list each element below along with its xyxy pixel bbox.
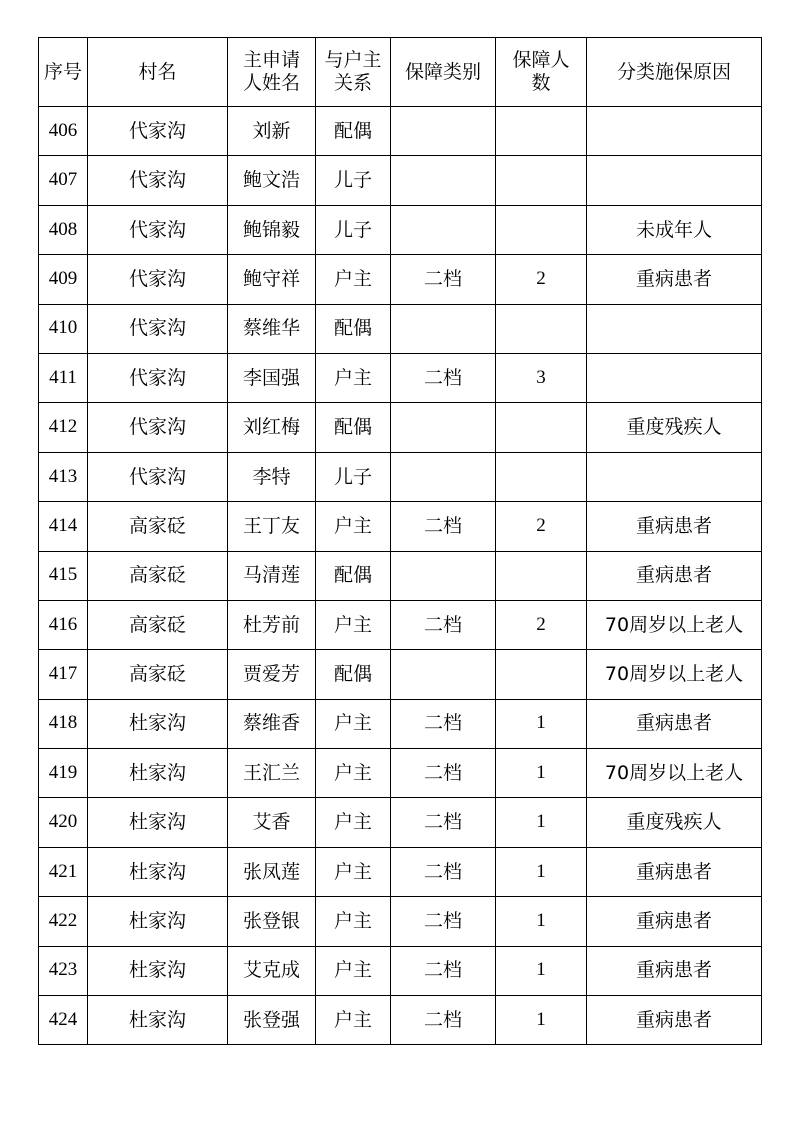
cell-reason: 重病患者 <box>587 996 762 1045</box>
cell-reason: 重病患者 <box>587 897 762 946</box>
cell-village: 代家沟 <box>88 255 228 304</box>
cell-name: 鲍守祥 <box>228 255 316 304</box>
table-row <box>39 699 762 748</box>
header-applicant <box>228 38 316 107</box>
cell-village: 代家沟 <box>88 452 228 501</box>
cell-count: 2 <box>496 600 587 649</box>
table-row <box>39 847 762 896</box>
cell-count: 1 <box>496 897 587 946</box>
cell-category: 二档 <box>391 946 496 995</box>
cell-seq: 410 <box>39 304 88 353</box>
cell-category <box>391 650 496 699</box>
cell-relation: 户主 <box>316 699 391 748</box>
cell-seq: 416 <box>39 600 88 649</box>
cell-seq: 423 <box>39 946 88 995</box>
header-category: 保障类别 <box>391 38 496 107</box>
cell-category: 二档 <box>391 353 496 402</box>
cell-name: 鲍文浩 <box>228 156 316 205</box>
assistance-roster-table <box>38 37 762 1045</box>
cell-count: 1 <box>496 847 587 896</box>
header-count-line1: 保障人 <box>512 49 570 72</box>
cell-village: 杜家沟 <box>88 798 228 847</box>
cell-reason: 重病患者 <box>587 847 762 896</box>
cell-relation: 户主 <box>316 946 391 995</box>
cell-name: 王汇兰 <box>228 749 316 798</box>
cell-name: 贾爱芳 <box>228 650 316 699</box>
cell-category <box>391 403 496 452</box>
cell-count: 1 <box>496 946 587 995</box>
table-row <box>39 107 762 156</box>
table-row <box>39 650 762 699</box>
cell-relation: 户主 <box>316 749 391 798</box>
cell-village: 杜家沟 <box>88 996 228 1045</box>
cell-category: 二档 <box>391 798 496 847</box>
cell-reason: 重病患者 <box>587 946 762 995</box>
cell-seq: 407 <box>39 156 88 205</box>
cell-relation: 儿子 <box>316 156 391 205</box>
cell-seq: 413 <box>39 452 88 501</box>
cell-name: 王丁友 <box>228 502 316 551</box>
table-row <box>39 403 762 452</box>
cell-village: 杜家沟 <box>88 699 228 748</box>
table-row <box>39 996 762 1045</box>
cell-name: 张登银 <box>228 897 316 946</box>
cell-village: 高家砭 <box>88 650 228 699</box>
cell-reason <box>587 353 762 402</box>
cell-village: 高家砭 <box>88 600 228 649</box>
cell-category <box>391 107 496 156</box>
cell-category: 二档 <box>391 749 496 798</box>
cell-name: 蔡维华 <box>228 304 316 353</box>
cell-category: 二档 <box>391 847 496 896</box>
cell-count <box>496 551 587 600</box>
cell-category: 二档 <box>391 897 496 946</box>
header-village: 村名 <box>88 38 228 107</box>
cell-name: 李特 <box>228 452 316 501</box>
table-header <box>39 38 762 107</box>
cell-reason: 未成年人 <box>587 205 762 254</box>
header-applicant-line2: 人姓名 <box>242 72 300 94</box>
table-row <box>39 205 762 254</box>
cell-count <box>496 205 587 254</box>
cell-name: 蔡维香 <box>228 699 316 748</box>
cell-seq: 417 <box>39 650 88 699</box>
cell-count <box>496 452 587 501</box>
cell-count <box>496 650 587 699</box>
cell-relation: 儿子 <box>316 452 391 501</box>
cell-relation: 户主 <box>316 255 391 304</box>
cell-seq: 406 <box>39 107 88 156</box>
table-row <box>39 502 762 551</box>
cell-name: 艾克成 <box>228 946 316 995</box>
header-row <box>39 38 762 107</box>
cell-reason <box>587 156 762 205</box>
cell-village: 高家砭 <box>88 551 228 600</box>
table-row <box>39 353 762 402</box>
table-row <box>39 304 762 353</box>
table-body <box>39 107 762 1045</box>
cell-category <box>391 156 496 205</box>
cell-seq: 418 <box>39 699 88 748</box>
cell-village: 杜家沟 <box>88 946 228 995</box>
cell-relation: 配偶 <box>316 551 391 600</box>
cell-name: 刘红梅 <box>228 403 316 452</box>
cell-count <box>496 156 587 205</box>
cell-count: 1 <box>496 996 587 1045</box>
cell-name: 张登强 <box>228 996 316 1045</box>
cell-count: 1 <box>496 749 587 798</box>
cell-reason: 重度残疾人 <box>587 403 762 452</box>
cell-category: 二档 <box>391 996 496 1045</box>
cell-name: 马清莲 <box>228 551 316 600</box>
cell-category <box>391 304 496 353</box>
cell-village: 代家沟 <box>88 353 228 402</box>
cell-village: 代家沟 <box>88 156 228 205</box>
table-row <box>39 551 762 600</box>
cell-village: 代家沟 <box>88 107 228 156</box>
table-row <box>39 452 762 501</box>
cell-village: 杜家沟 <box>88 749 228 798</box>
header-seq: 序号 <box>39 38 88 107</box>
cell-reason: 70周岁以上老人 <box>587 749 762 798</box>
header-applicant-line1: 主申请 <box>242 49 300 72</box>
cell-count <box>496 107 587 156</box>
cell-reason: 70周岁以上老人 <box>587 600 762 649</box>
cell-village: 杜家沟 <box>88 847 228 896</box>
cell-reason: 70周岁以上老人 <box>587 650 762 699</box>
cell-relation: 配偶 <box>316 650 391 699</box>
table-row <box>39 897 762 946</box>
cell-name: 艾香 <box>228 798 316 847</box>
cell-relation: 户主 <box>316 847 391 896</box>
cell-village: 代家沟 <box>88 205 228 254</box>
cell-relation: 配偶 <box>316 107 391 156</box>
cell-relation: 户主 <box>316 798 391 847</box>
cell-reason: 重病患者 <box>587 502 762 551</box>
cell-village: 高家砭 <box>88 502 228 551</box>
cell-village: 代家沟 <box>88 304 228 353</box>
cell-reason <box>587 452 762 501</box>
cell-category: 二档 <box>391 255 496 304</box>
cell-category <box>391 551 496 600</box>
header-count-line2: 数 <box>531 72 551 94</box>
cell-village: 代家沟 <box>88 403 228 452</box>
table-row <box>39 798 762 847</box>
table-row <box>39 600 762 649</box>
cell-count: 1 <box>496 798 587 847</box>
cell-reason: 重病患者 <box>587 551 762 600</box>
cell-count: 2 <box>496 502 587 551</box>
cell-seq: 421 <box>39 847 88 896</box>
cell-seq: 424 <box>39 996 88 1045</box>
cell-relation: 儿子 <box>316 205 391 254</box>
cell-count <box>496 403 587 452</box>
header-relation-line2: 关系 <box>333 72 372 94</box>
cell-seq: 411 <box>39 353 88 402</box>
cell-relation: 户主 <box>316 600 391 649</box>
cell-name: 杜芳前 <box>228 600 316 649</box>
cell-category: 二档 <box>391 699 496 748</box>
cell-count <box>496 304 587 353</box>
header-relation <box>316 38 391 107</box>
header-reason: 分类施保原因 <box>587 38 762 107</box>
table-row <box>39 946 762 995</box>
header-relation-line1: 与户主 <box>324 49 382 72</box>
cell-category <box>391 205 496 254</box>
header-count <box>496 38 587 107</box>
cell-seq: 412 <box>39 403 88 452</box>
cell-seq: 415 <box>39 551 88 600</box>
cell-name: 刘新 <box>228 107 316 156</box>
cell-seq: 422 <box>39 897 88 946</box>
cell-count: 3 <box>496 353 587 402</box>
cell-relation: 户主 <box>316 897 391 946</box>
cell-reason: 重病患者 <box>587 699 762 748</box>
cell-seq: 420 <box>39 798 88 847</box>
cell-count: 1 <box>496 699 587 748</box>
table-row <box>39 156 762 205</box>
cell-count: 2 <box>496 255 587 304</box>
cell-seq: 408 <box>39 205 88 254</box>
cell-name: 张凤莲 <box>228 847 316 896</box>
cell-relation: 配偶 <box>316 403 391 452</box>
table-row <box>39 749 762 798</box>
cell-relation: 户主 <box>316 502 391 551</box>
table-row <box>39 255 762 304</box>
cell-village: 杜家沟 <box>88 897 228 946</box>
cell-seq: 414 <box>39 502 88 551</box>
cell-seq: 419 <box>39 749 88 798</box>
cell-name: 鲍锦毅 <box>228 205 316 254</box>
cell-category <box>391 452 496 501</box>
cell-seq: 409 <box>39 255 88 304</box>
cell-relation: 户主 <box>316 353 391 402</box>
cell-category: 二档 <box>391 600 496 649</box>
cell-reason <box>587 107 762 156</box>
cell-category: 二档 <box>391 502 496 551</box>
cell-reason: 重病患者 <box>587 255 762 304</box>
cell-name: 李国强 <box>228 353 316 402</box>
cell-reason <box>587 304 762 353</box>
cell-reason: 重度残疾人 <box>587 798 762 847</box>
cell-relation: 户主 <box>316 996 391 1045</box>
cell-relation: 配偶 <box>316 304 391 353</box>
